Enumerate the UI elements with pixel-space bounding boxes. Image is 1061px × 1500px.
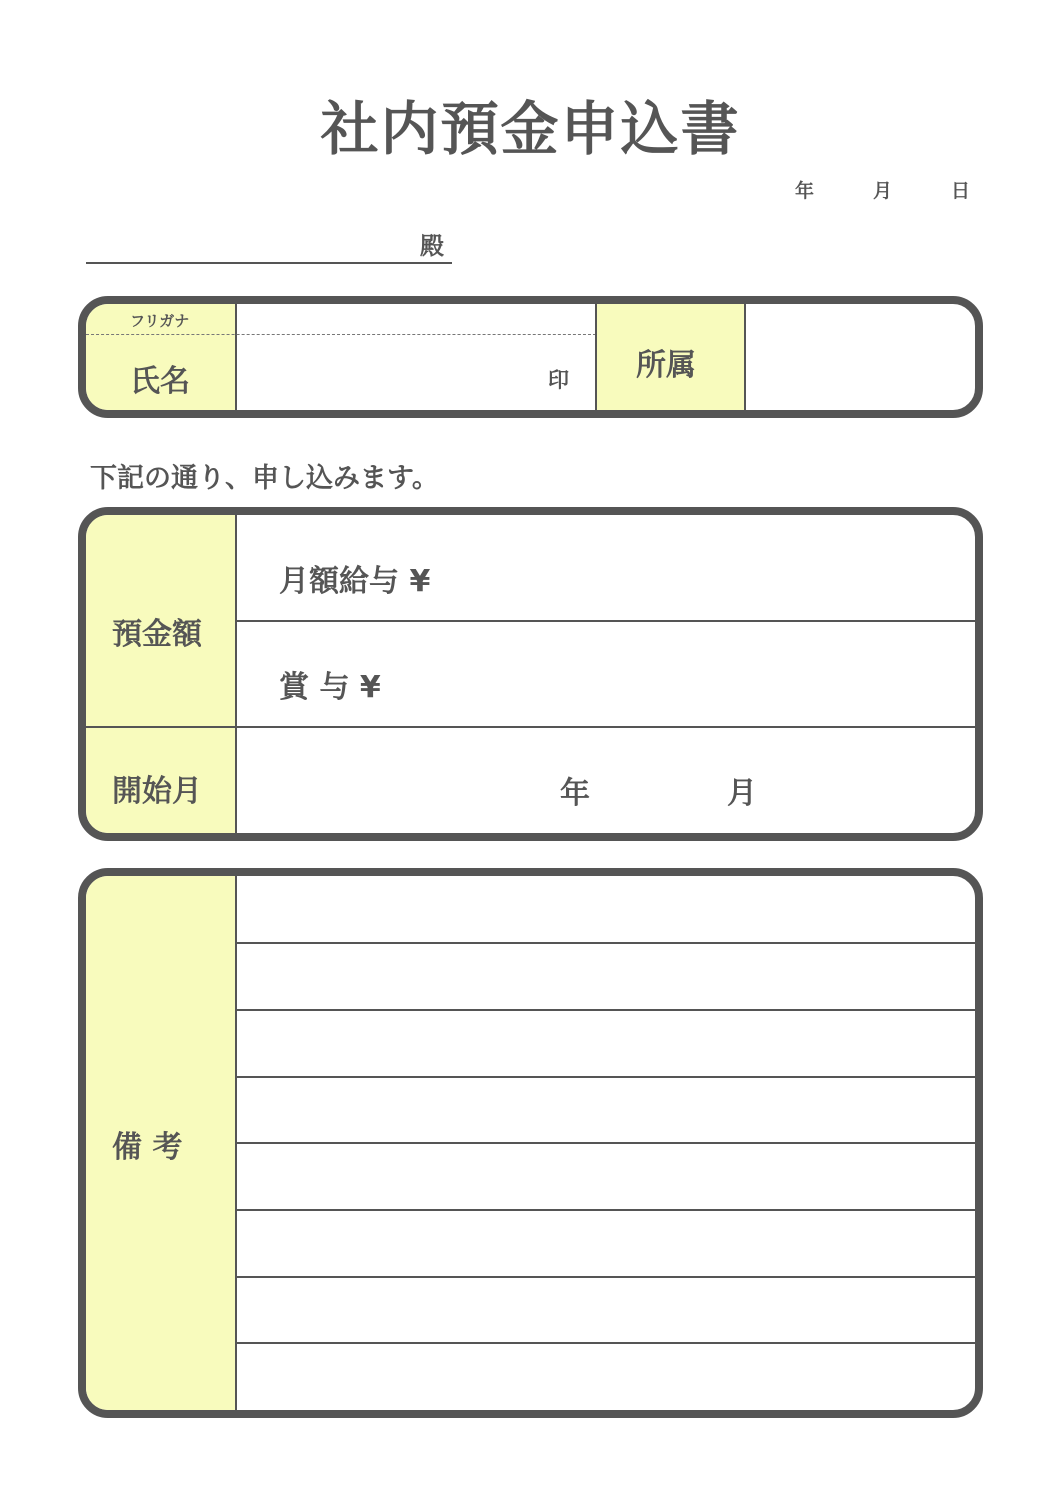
start-month-field[interactable]	[596, 728, 721, 833]
department-label: 所属	[636, 348, 696, 383]
remarks-rule	[237, 1209, 975, 1211]
monthly-salary-field[interactable]	[466, 515, 975, 620]
start-year-unit: 年	[560, 776, 590, 811]
remarks-rule	[237, 1009, 975, 1011]
monthly-salary-label: 月額給与 ¥	[279, 564, 431, 599]
start-year-field[interactable]	[237, 728, 557, 833]
name-department-box	[78, 296, 983, 418]
bonus-field[interactable]	[406, 622, 975, 726]
remarks-box	[78, 868, 983, 1418]
recipient-line[interactable]	[86, 262, 452, 264]
deposit-amount-label: 預金額	[112, 617, 202, 652]
remarks-rule	[237, 1142, 975, 1144]
start-month-unit: 月	[727, 776, 757, 811]
remarks-rule	[237, 1276, 975, 1278]
remarks-label: 備 考	[112, 1130, 183, 1165]
remarks-rule	[237, 1342, 975, 1344]
date-year-label: 年	[795, 180, 815, 202]
page-title: 社内預金申込書	[320, 95, 741, 163]
recipient-suffix: 殿	[420, 232, 444, 260]
seal-label: 印	[548, 368, 569, 392]
furigana-divider	[86, 334, 596, 335]
start-month-label: 開始月	[112, 774, 202, 809]
bonus-label: 賞 与 ¥	[279, 670, 381, 705]
furigana-label: フリガナ	[130, 312, 190, 330]
name-label: 氏名	[130, 364, 190, 399]
date-month-label: 月	[873, 180, 893, 202]
name-field[interactable]	[237, 336, 595, 410]
remarks-rule	[237, 942, 975, 944]
date-day-label: 日	[951, 180, 971, 202]
department-field[interactable]	[746, 304, 975, 410]
furigana-field[interactable]	[237, 304, 595, 334]
remarks-rule	[237, 1076, 975, 1078]
deposit-box	[78, 507, 983, 841]
intro-text: 下記の通り、申し込みます。	[90, 463, 439, 494]
